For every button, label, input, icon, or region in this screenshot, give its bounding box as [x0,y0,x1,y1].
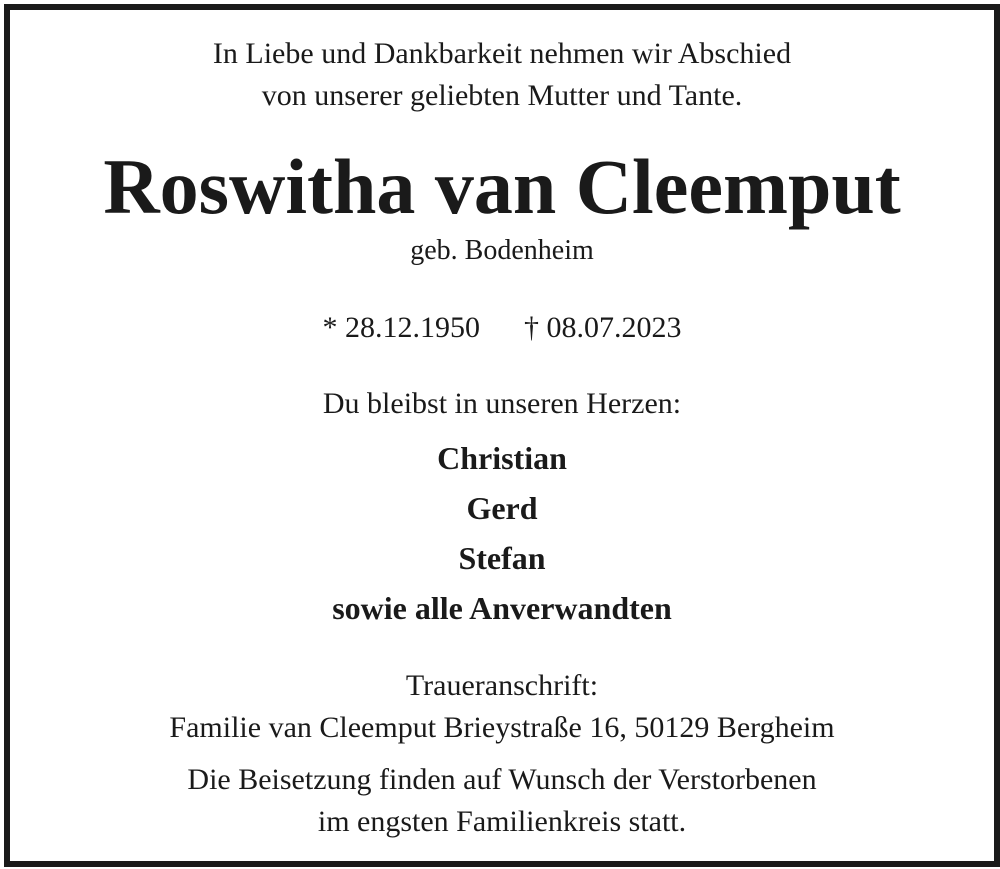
funeral-note-line-1: Die Beisetzung finden auf Wunsch der Verstorbenen [187,763,817,796]
maiden-name: geb. Bodenheim [410,235,594,266]
mourner-name: Gerd [466,490,538,526]
birth-date: * 28.12.1950 [322,311,480,344]
death-date: † 08.07.2023 [524,311,682,344]
intro-line-1: In Liebe und Dankbarkeit nehmen wir Abschied [212,37,792,70]
mourner-name: Christian [437,440,567,476]
mourners-heading: Du bleibst in unseren Herzen: [322,387,682,420]
intro-line-2: von unserer geliebten Mutter und Tante. [261,79,743,112]
obituary-notice [4,4,1000,867]
deceased-name: Roswitha van Cleemput [103,143,901,230]
funeral-note-line-2: im engsten Familienkreis statt. [317,805,687,838]
address-label: Traueranschrift: [405,669,599,702]
life-dates [10,310,994,346]
mourner-relatives: sowie alle Anverwandten [332,590,672,626]
mourner-name: Stefan [458,540,546,576]
address-line: Familie van Cleemput Brieystraße 16, 50129 Bergheim [169,711,835,744]
